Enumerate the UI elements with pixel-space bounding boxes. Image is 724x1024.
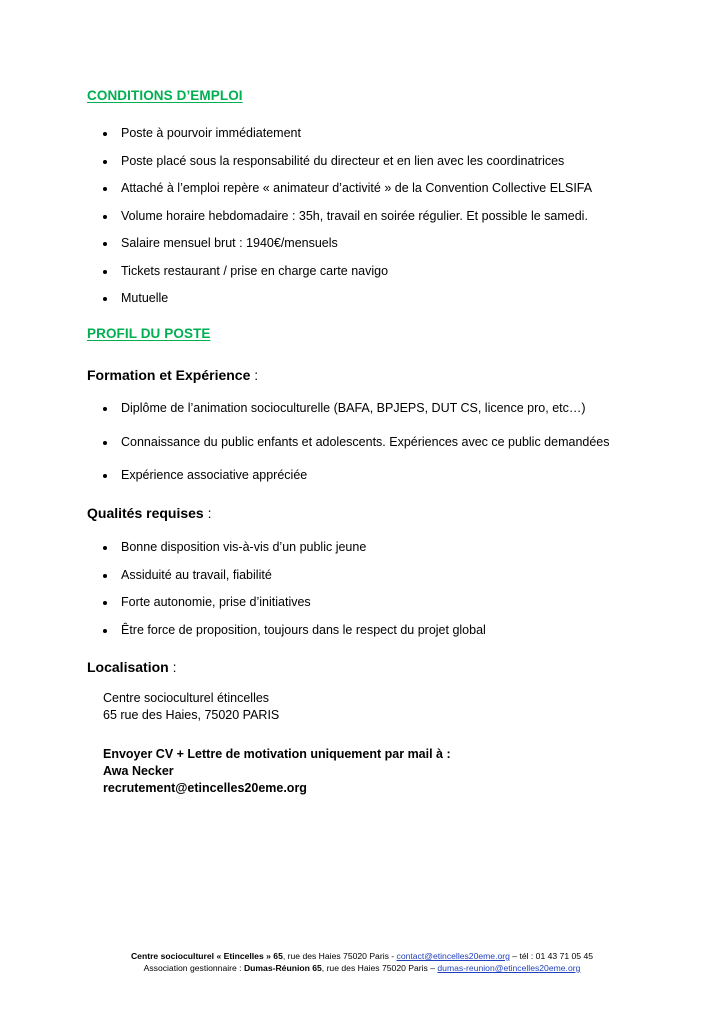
qualites-heading <box>87 505 212 521</box>
footer-contact-email-link[interactable]: contact@etincelles20eme.org <box>396 951 510 961</box>
conditions-item: Volume horaire hebdomadaire : 35h, travail en soirée régulier. Et possible le samedi. <box>0 209 724 224</box>
footer-association-email-link[interactable]: dumas-reunion@etincelles20eme.org <box>437 963 581 973</box>
localisation-heading-colon: : <box>168 659 177 675</box>
footer-association-label: Association gestionnaire : <box>143 963 244 973</box>
formation-list <box>0 401 724 483</box>
conditions-item: Mutuelle <box>0 291 724 306</box>
address-line-1: Centre socioculturel étincelles <box>103 691 270 705</box>
qualites-heading-text: Qualités requises <box>87 505 204 521</box>
qualites-item: Assiduité au travail, fiabilité <box>0 568 724 583</box>
address-block <box>103 690 279 724</box>
page-footer <box>0 950 724 974</box>
footer-line-1 <box>0 950 724 962</box>
contact-instruction: Envoyer CV + Lettre de motivation uniquement par mail à : <box>103 747 451 761</box>
footer-address: , rue des Haies 75020 Paris - <box>282 951 397 961</box>
footer-association-address: , rue des Haies 75020 Paris – <box>321 963 438 973</box>
qualites-item: Bonne disposition vis-à-vis d’un public jeune <box>0 540 724 555</box>
footer-org-name: Centre socioculturel « Etincelles » 65 <box>130 951 283 961</box>
footer-line-2 <box>0 962 724 974</box>
localisation-heading-text: Localisation <box>87 659 169 675</box>
contact-block <box>103 746 451 797</box>
contact-email[interactable]: recrutement@etincelles20eme.org <box>103 781 307 795</box>
formation-item: Expérience associative appréciée <box>0 468 724 483</box>
address-line-2: 65 rue des Haies, 75020 PARIS <box>103 708 280 722</box>
conditions-item: Poste à pourvoir immédiatement <box>0 126 724 141</box>
qualites-item: Être force de proposition, toujours dans le respect du projet global <box>0 623 724 638</box>
conditions-item: Salaire mensuel brut : 1940€/mensuels <box>0 236 724 251</box>
conditions-item: Attaché à l’emploi repère « animateur d’activité » de la Convention Collective ELSIFA <box>0 181 724 196</box>
formation-heading-colon: : <box>250 367 259 383</box>
qualites-list <box>0 540 724 638</box>
qualites-heading-colon: : <box>203 505 212 521</box>
localisation-heading <box>87 659 176 675</box>
formation-heading <box>87 367 258 383</box>
profil-title: PROFIL DU POSTE <box>87 326 211 341</box>
conditions-title: CONDITIONS D’EMPLOI <box>87 88 243 103</box>
conditions-item: Poste placé sous la responsabilité du directeur et en lien avec les coordinatrices <box>0 154 724 169</box>
formation-item: Diplôme de l’animation socioculturelle (BAFA, BPJEPS, DUT CS, licence pro, etc…) <box>0 401 724 416</box>
formation-item: Connaissance du public enfants et adolescents. Expériences avec ce public demandées <box>0 435 724 450</box>
conditions-list <box>0 126 724 306</box>
formation-heading-text: Formation et Expérience <box>87 367 251 383</box>
qualites-item: Forte autonomie, prise d’initiatives <box>0 595 724 610</box>
footer-association-name: Dumas-Réunion 65 <box>243 963 322 973</box>
footer-phone: – tél : 01 43 71 05 45 <box>509 951 594 961</box>
conditions-item: Tickets restaurant / prise en charge carte navigo <box>0 264 724 279</box>
contact-name: Awa Necker <box>103 764 174 778</box>
